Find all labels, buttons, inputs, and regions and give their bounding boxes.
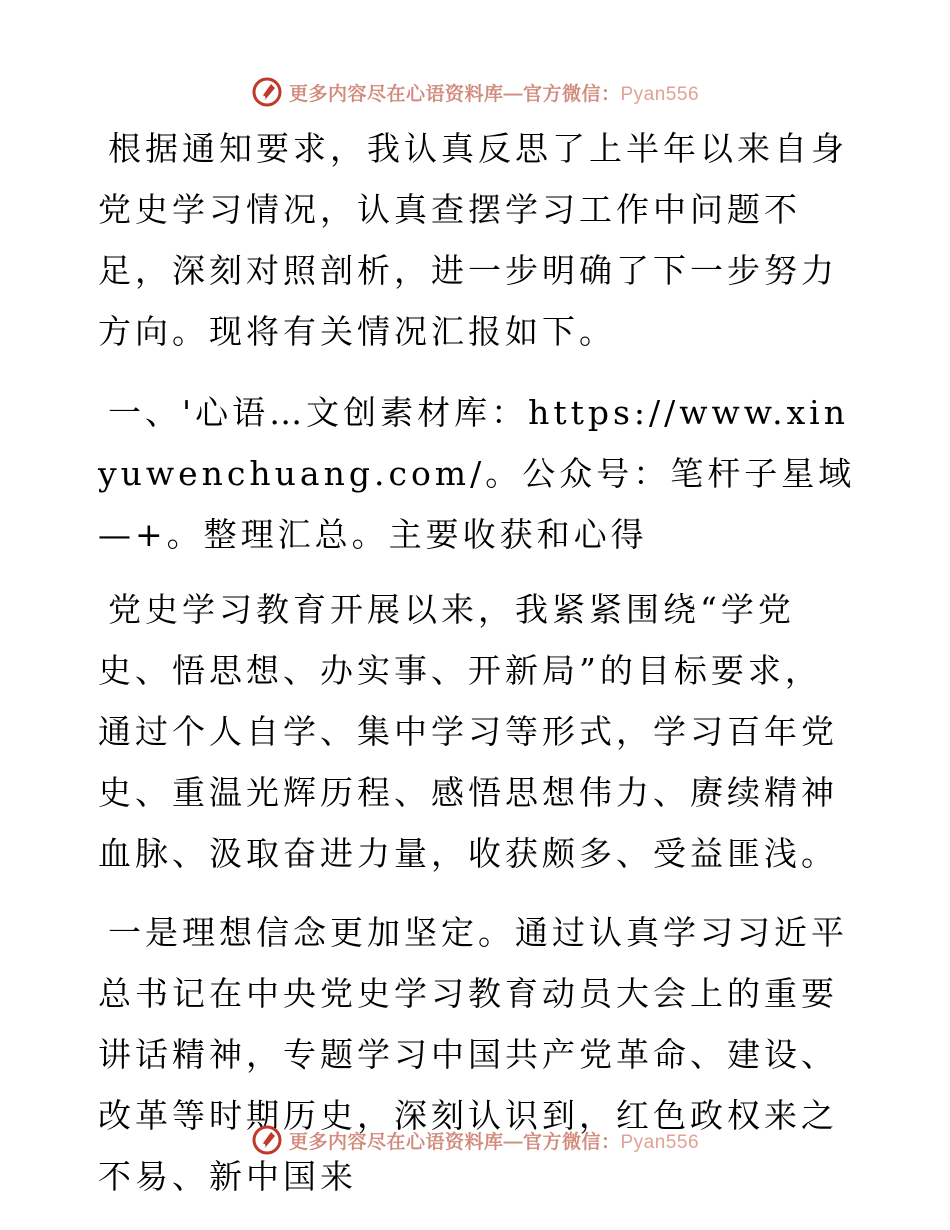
- watermark-label: 更多内容尽在心语资料库—官方微信：: [288, 83, 621, 105]
- watermark-label: 更多内容尽在心语资料库—官方微信：: [288, 1131, 621, 1153]
- pen-nib-logo-icon: [251, 76, 283, 108]
- paragraph-point-one: 一是理想信念更加坚定。通过认真学习习近平总书记在中央党史学习教育动员大会上的重要讲话精神，专题学习中国共产党革命、建设、改革等时期历史，深刻认识到，红色政权来之不易、新中国来: [98, 913, 848, 1196]
- watermark-wechat-id: Pyan556: [620, 1131, 700, 1153]
- paragraph-section-heading: 一、'心语…文创素材库：https://www.xinyuwenchuang.com/。公众号：笔杆子星域—+。整理汇总。主要收获和心得: [98, 393, 856, 554]
- pen-nib-logo-icon: [251, 1124, 283, 1156]
- document-body: [98, 118, 858, 1225]
- watermark-wechat-id: Pyan556: [620, 83, 700, 105]
- footer-watermark: [0, 1120, 950, 1160]
- watermark-text: [289, 79, 699, 106]
- paragraph-intro: 根据通知要求，我认真反思了上半年以来自身党史学习情况，认真查摆学习工作中问题不足，深刻对照剖析，进一步明确了下一步努力方向。现将有关情况汇报如下。: [98, 129, 848, 351]
- watermark-text: [289, 1127, 699, 1154]
- paragraph-summary: 党史学习教育开展以来，我紧紧围绕“学党史、悟思想、办实事、开新局”的目标要求，通过个人自学、集中学习等形式，学习百年党史、重温光辉历程、感悟思想伟力、赓续精神血脉、汲取奋进力量，收获颇多、受益匪浅。: [98, 590, 838, 873]
- header-watermark: [0, 72, 950, 112]
